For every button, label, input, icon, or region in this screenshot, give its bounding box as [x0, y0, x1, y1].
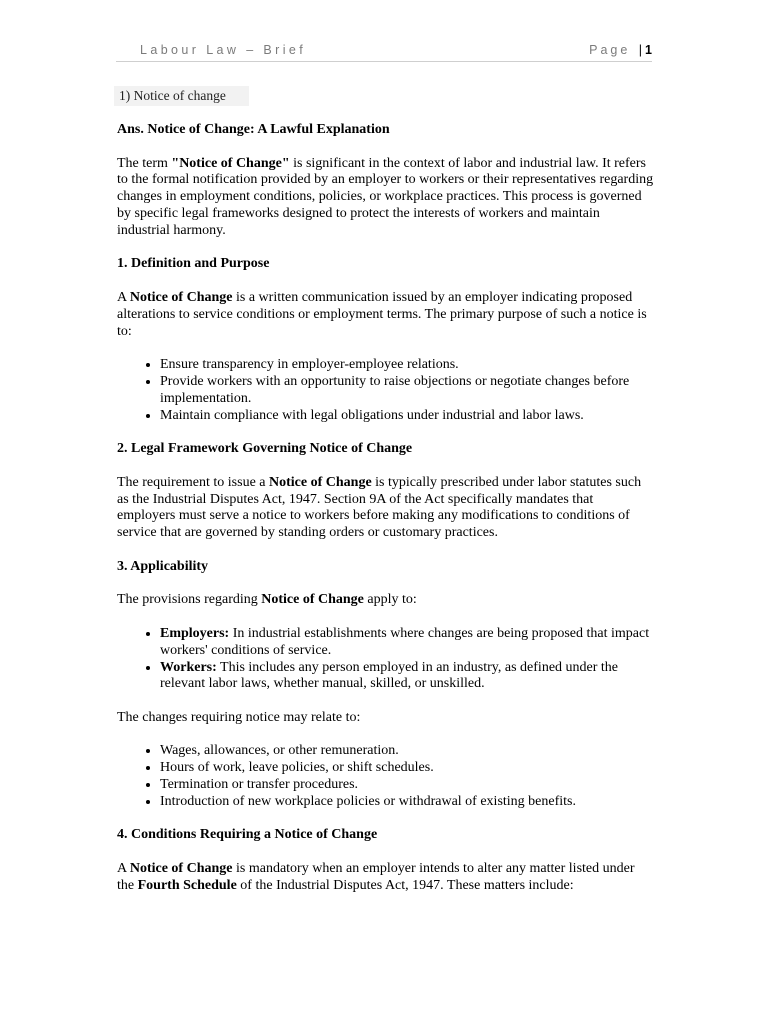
section-4-paragraph — [117, 861, 654, 895]
section-2-paragraph — [117, 475, 654, 542]
section-3-paragraph — [117, 592, 654, 609]
s2-text-post: is typically prescribed under labor statutes such as the Industrial Disputes Act, 1947. Section 9A of the Act specifically mandates that employers must serve a notice to workers before making any modifications to conditions of service that are governed by standing orders or customary practices. — [117, 474, 642, 541]
s1-text-pre: A — [117, 289, 130, 305]
intro-term: "Notice of Change" — [171, 155, 290, 171]
s3-text-pre: The provisions regarding — [117, 592, 262, 608]
list-item: • Ensure transparency in employer-employee relations. — [160, 357, 654, 374]
list-item: • Termination or transfer procedures. — [160, 777, 654, 794]
header-title: Labour Law – Brief — [140, 43, 307, 57]
document-body — [117, 122, 654, 911]
list-item: • Wages, allowances, or other remuneration. — [160, 743, 654, 760]
list-item-text: This includes any person employed in an industry, as defined under the relevant labor laws, whether manual, skilled, or unskilled. — [160, 659, 619, 692]
s1-text-post: is a written communication issued by an employer indicating proposed alterations to service conditions or employment terms. The primary purpose of such a notice is to: — [117, 289, 647, 339]
list-item — [160, 626, 654, 660]
intro-paragraph — [117, 156, 654, 240]
section-1-paragraph — [117, 290, 654, 340]
s4-text-post: of the Industrial Disputes Act, 1947. These matters include: — [236, 877, 574, 893]
intro-text-post: is significant in the context of labor and industrial law. It refers to the formal notification provided by an employer to workers or their representatives regarding changes in employment conditions, policies, or workplace practices. This process is governed by specific legal frameworks designed to protect the interests of workers and maintain industrial harmony. — [117, 155, 654, 238]
page-label: Page — [589, 43, 631, 57]
list-item: • Maintain compliance with legal obligations under industrial and labor laws. — [160, 408, 654, 425]
s4-term-2: Fourth Schedule — [137, 877, 237, 893]
page-indicator — [589, 43, 652, 57]
intro-text-pre: The term — [117, 155, 172, 171]
page-separator: | — [638, 43, 643, 57]
section-1-list — [117, 357, 654, 424]
list-item — [160, 660, 654, 694]
page-header — [116, 40, 652, 62]
section-3-paragraph-2: The changes requiring notice may relate to: — [117, 709, 361, 725]
list-item-term: Workers: — [160, 659, 217, 675]
section-3-list-2 — [117, 743, 654, 810]
s4-text-mid: is mandatory when an employer intends to alter any matter listed under the — [117, 861, 635, 893]
list-item: • Introduction of new workplace policies or withdrawal of existing benefits. — [160, 794, 654, 811]
s4-term: Notice of Change — [129, 861, 233, 877]
list-item-text: In industrial establishments where changes are being proposed that impact workers' conditions of service. — [160, 625, 650, 658]
s1-term: Notice of Change — [129, 289, 233, 305]
section-2-heading: 2. Legal Framework Governing Notice of Change — [117, 441, 413, 457]
section-3-list — [117, 626, 654, 693]
page-number: 1 — [645, 43, 652, 57]
s2-text-pre: The requirement to issue a — [117, 474, 270, 490]
list-item: • Provide workers with an opportunity to raise objections or negotiate changes before implementation. — [160, 374, 654, 408]
list-item-term: Employers: — [160, 625, 230, 641]
answer-heading: Ans. Notice of Change: A Lawful Explanation — [117, 122, 390, 137]
s3-text-post: apply to: — [363, 592, 417, 608]
s3-term: Notice of Change — [261, 592, 364, 608]
section-1-heading: 1. Definition and Purpose — [117, 256, 270, 272]
s2-term: Notice of Change — [269, 474, 372, 490]
section-4-heading: 4. Conditions Requiring a Notice of Change — [117, 827, 378, 843]
list-item: • Hours of work, leave policies, or shift schedules. — [160, 760, 654, 777]
section-3-heading: 3. Applicability — [117, 558, 209, 574]
question-label: 1) Notice of change — [114, 86, 249, 106]
s4-text-pre: A — [117, 861, 130, 877]
